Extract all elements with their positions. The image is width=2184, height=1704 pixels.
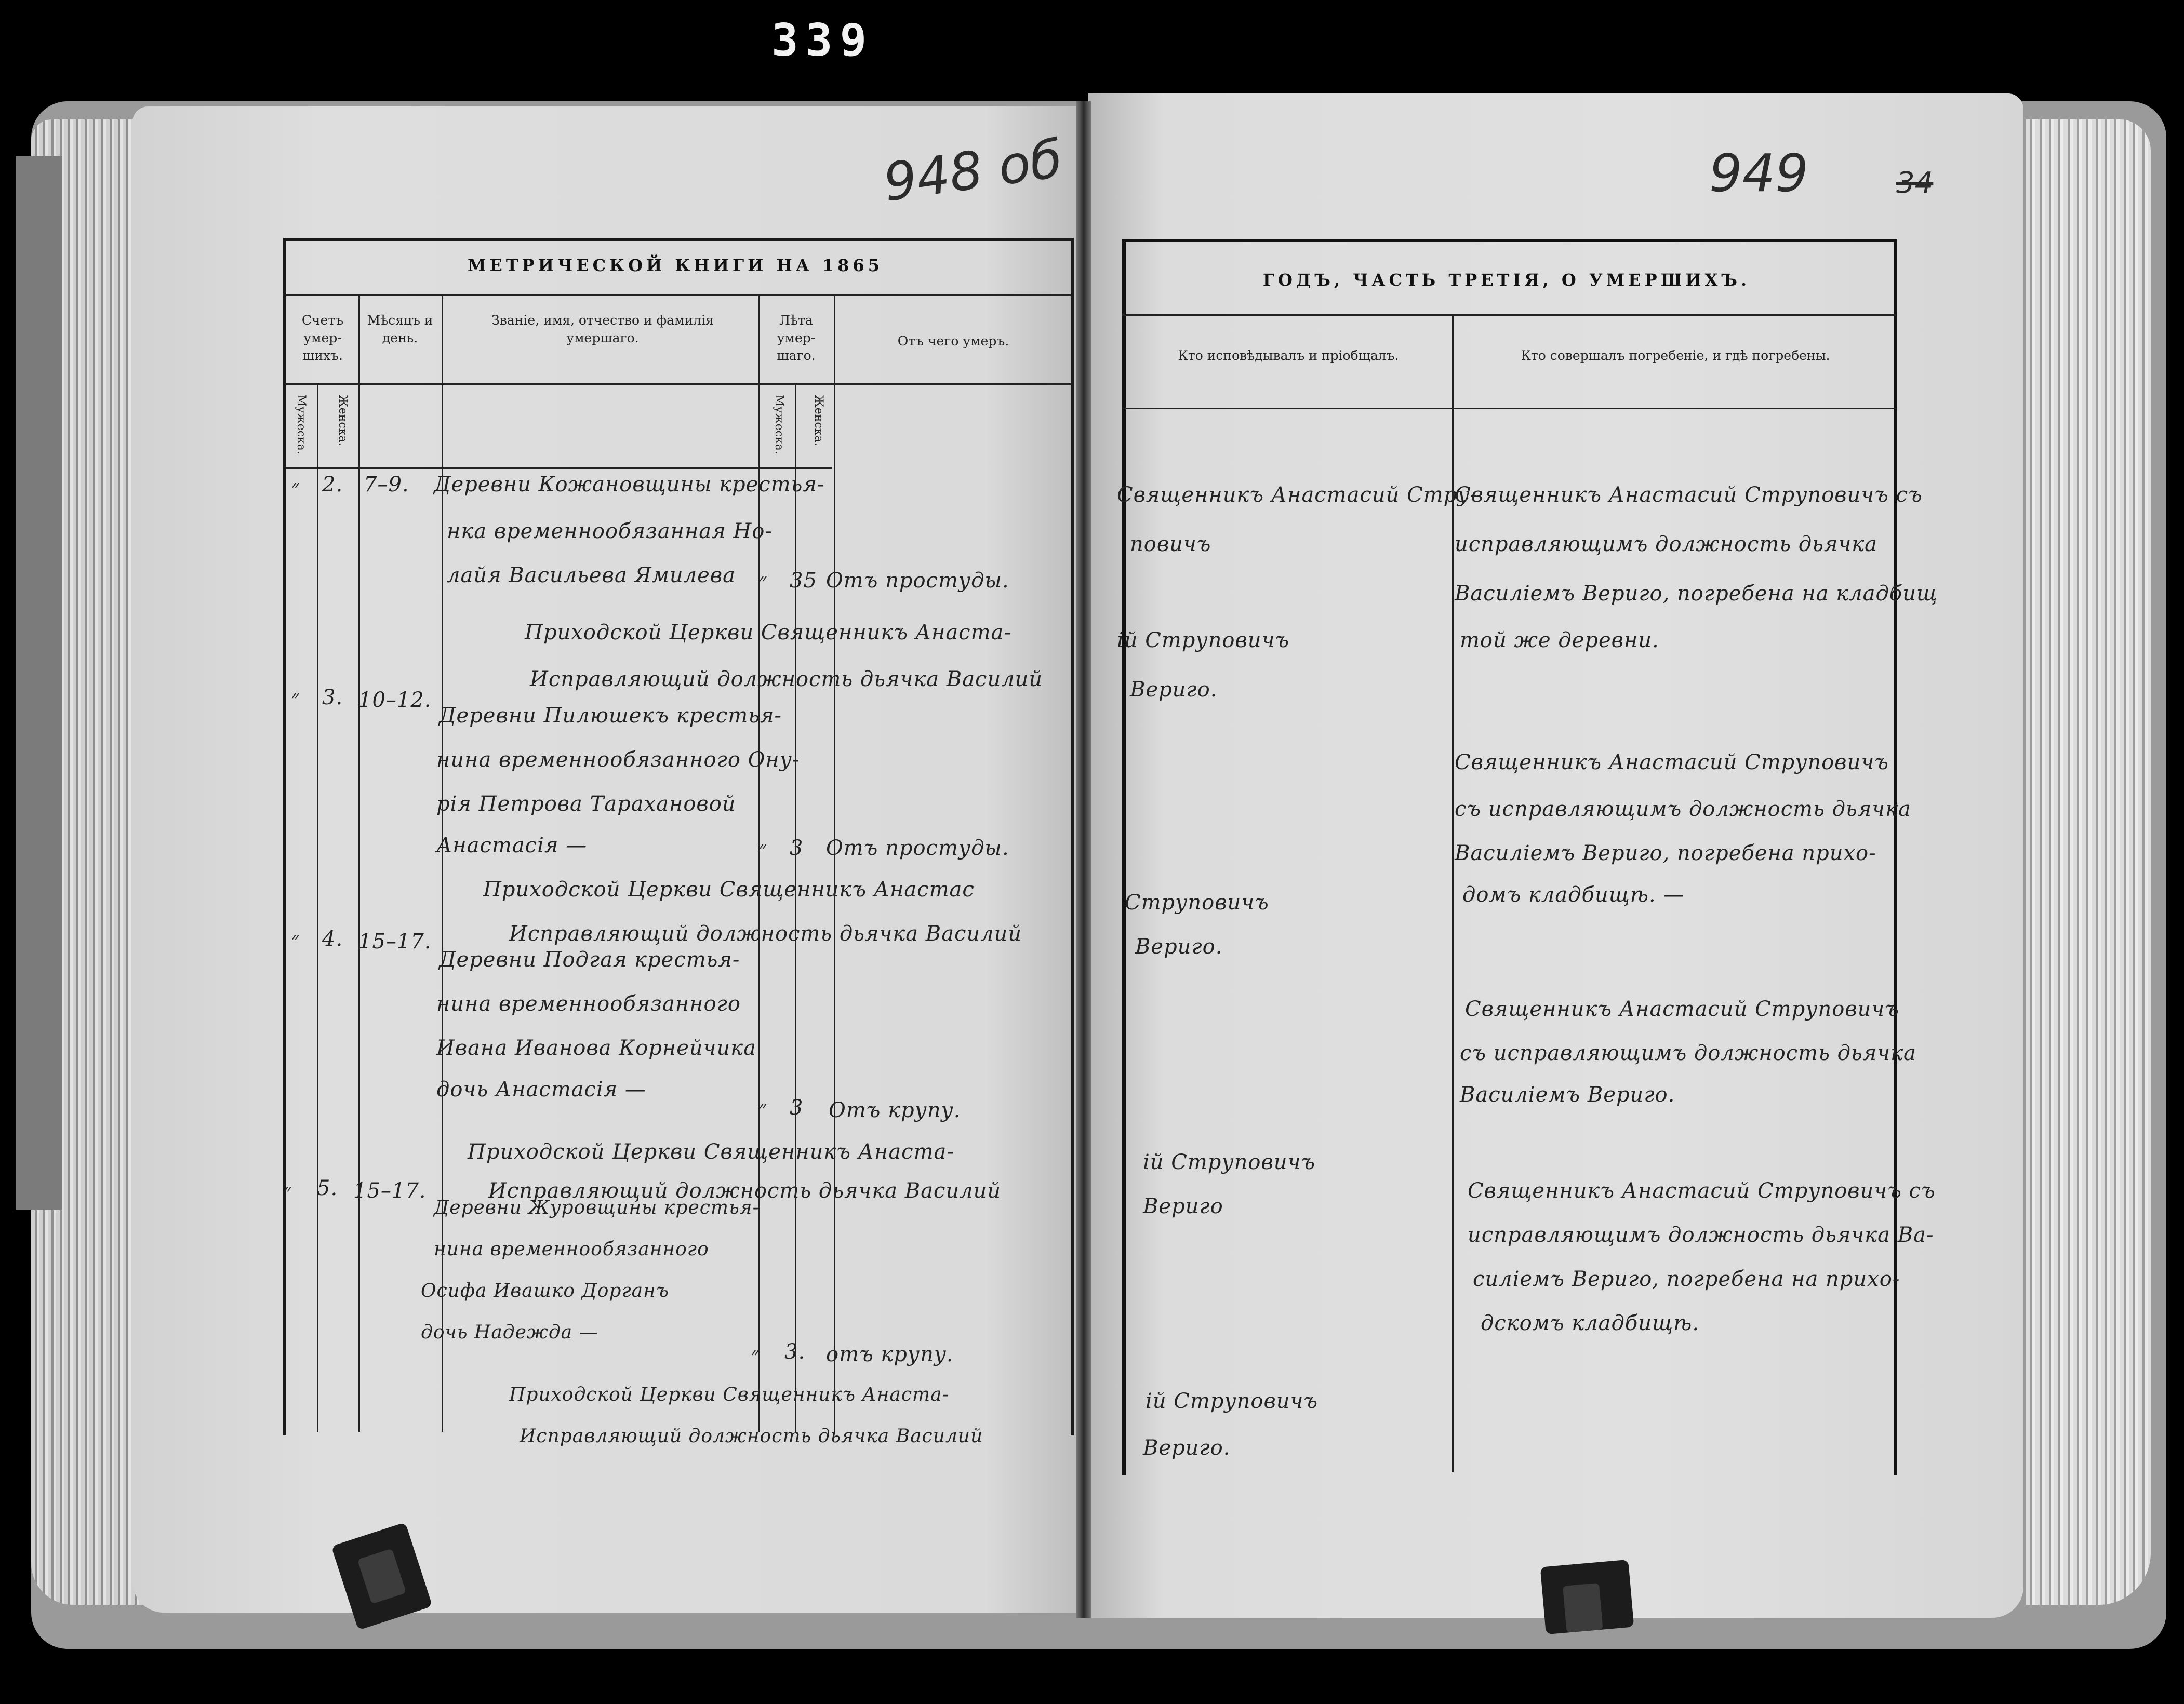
entry-female-age: 3.	[784, 1340, 806, 1364]
entry-clergy-line: Приходской Церкви Священникъ Анаста-	[509, 1384, 949, 1405]
entry-name-line: нина временнообязанного	[434, 1239, 709, 1260]
entry-name-line: нина временнообязанного Ону-	[436, 748, 800, 772]
entry-clergy-line: Исправляющий должность дьячка Василий	[509, 922, 1022, 946]
entry-clergy-line: Приходской Церкви Священникъ Анаста-	[468, 1140, 954, 1164]
burial-line: исправляющимъ должность дьячка Ва-	[1468, 1223, 1934, 1247]
entry-name-line: Анастасія —	[436, 834, 588, 857]
entry-female-count: 2.	[322, 473, 343, 497]
burial-line: Священникъ Анастасий Струповичъ съ	[1455, 483, 1923, 507]
left-page-number: 948 об	[880, 128, 1066, 213]
entry-name-line: Ивана Иванова Корнейчика	[436, 1036, 757, 1060]
entry-female-count: 3.	[322, 686, 343, 709]
entry-date: 15–17.	[353, 1179, 427, 1203]
entry-clergy-line: Исправляющий должность дьячка Василий	[520, 1426, 983, 1447]
subheader-male: Мужеска.	[295, 395, 308, 454]
burial-line: Василіемъ Вериго, погребена прихо-	[1455, 841, 1876, 865]
header-burial: Кто совершалъ погребеніе, и гдѣ погребены.	[1521, 348, 1830, 363]
entry-cause: Отъ простуды.	[826, 569, 1009, 593]
archive-number: 339	[771, 15, 874, 66]
entry-clergy-line: Приходской Церкви Священникъ Анаста-	[525, 621, 1011, 645]
burial-line: Василіемъ Вериго.	[1460, 1083, 1675, 1107]
right-page-title: ГОДЪ, ЧАСТЬ ТРЕТІЯ, О УМЕРШИХЪ.	[1262, 270, 1751, 290]
entry-date: 10–12.	[358, 688, 432, 712]
entry-clergy-line: Исправляющий должность дьячка Василий	[530, 667, 1043, 691]
entry-male-count: ״	[291, 476, 300, 500]
burial-line: Священникъ Анастасий Струповичъ	[1455, 750, 1889, 774]
header-count: Счетъ умер-шихъ.	[301, 313, 344, 363]
book-spine	[1076, 101, 1091, 1618]
left-page-title: МЕТРИЧЕСКОЙ КНИГИ НА 1865	[468, 256, 883, 275]
confessor-line: ій Струповичъ	[1117, 628, 1290, 652]
entry-male-age: ״	[751, 1343, 760, 1367]
entry-male-count: ״	[291, 928, 300, 951]
book-clip-right	[1540, 1560, 1634, 1634]
entry-cause: отъ крупу.	[826, 1343, 954, 1366]
right-page-number: 949	[1709, 143, 1808, 204]
burial-line: той же деревни.	[1460, 628, 1659, 652]
right-page-edges	[2026, 119, 2151, 1605]
entry-name-line: Осифа Ивашко Дорганъ	[421, 1280, 669, 1302]
burial-line: съ исправляющимъ должность дьячка	[1455, 797, 1911, 821]
confessor-line: повичъ	[1130, 532, 1211, 556]
burial-line: Священникъ Анастасий Струповичъ	[1465, 997, 1899, 1021]
entry-name-line: Деревни Подгая крестья-	[439, 948, 740, 972]
entry-name-line: дочь Анастасія —	[436, 1078, 646, 1102]
entry-clergy-line: Исправляющий должность дьячка Василий	[488, 1179, 1002, 1203]
burial-line: дскомъ кладбищѣ.	[1481, 1311, 1700, 1335]
entry-male-age: ״	[758, 569, 767, 593]
subheader-age-male: Мужеска.	[773, 395, 785, 454]
subheader-age-female: Женска.	[812, 395, 825, 446]
entry-date: 15–17.	[358, 930, 432, 954]
entry-female-count: 4.	[322, 927, 343, 951]
entry-female-age: 35	[790, 569, 817, 593]
entry-female-count: 5.	[317, 1176, 338, 1200]
header-month-day: Мѣсяцъ и день.	[367, 313, 433, 345]
confessor-line: Вериго.	[1130, 678, 1218, 702]
burial-line: Василіемъ Вериго, погребена на кладбищ	[1455, 582, 1938, 606]
confessor-line: Струповичъ	[1125, 891, 1269, 915]
header-confessor: Кто исповѣдывалъ и пріобщалъ.	[1178, 348, 1399, 363]
entry-name-line: нка временнообязанная Но-	[447, 519, 773, 543]
background-strip	[16, 156, 62, 1210]
burial-line: исправляющимъ должность дьячка	[1455, 532, 1878, 556]
header-name: Званіе, имя, отчество и фамилія умершаго.	[491, 313, 714, 345]
entry-clergy-line: Приходской Церкви Священникъ Анастас	[483, 878, 975, 902]
confessor-line: Священникъ Анастасий Стру-	[1117, 483, 1477, 507]
entry-name-line: Деревни Кожановщины крестья-	[434, 473, 825, 497]
burial-line: Священникъ Анастасий Струповичъ съ	[1468, 1179, 1936, 1203]
confessor-line: Вериго	[1143, 1195, 1223, 1218]
confessor-line: Вериго.	[1135, 935, 1223, 959]
confessor-line: ій Струповичъ	[1143, 1150, 1316, 1174]
burial-line: силіемъ Вериго, погребена на прихо-	[1473, 1267, 1900, 1291]
entry-male-count: ״	[283, 1179, 292, 1203]
entry-name-line: Деревни Журовщины крестья-	[434, 1197, 760, 1218]
burial-line: съ исправляющимъ должность дьячка	[1460, 1041, 1916, 1065]
entry-male-age: ״	[758, 837, 767, 861]
old-page-number: 34	[1896, 166, 1934, 200]
confessor-line: ій Струповичъ	[1146, 1389, 1319, 1413]
confessor-line: Вериго.	[1143, 1436, 1231, 1460]
burial-line: домъ кладбищѣ. —	[1462, 883, 1685, 907]
entry-name-line: лайя Васильева Ямилева	[447, 563, 736, 587]
entry-name-line: нина временнообязанного	[436, 992, 741, 1016]
header-cause: Отъ чего умеръ.	[897, 333, 1009, 348]
header-age: Лѣта умер-шаго.	[777, 313, 816, 363]
subheader-female: Женска.	[336, 395, 349, 446]
entry-date: 7–9.	[364, 473, 409, 497]
entry-name-line: Деревни Пилюшекъ крестья-	[439, 704, 782, 728]
entry-cause: Отъ простуды.	[826, 836, 1009, 860]
entry-male-age: ״	[758, 1096, 767, 1120]
entry-name-line: дочь Надежда —	[421, 1322, 598, 1343]
entry-name-line: рія Петрова Тарахановой	[436, 792, 736, 816]
entry-cause: Отъ крупу.	[829, 1098, 961, 1122]
entry-female-age: 3	[790, 1096, 804, 1120]
entry-female-age: 3	[790, 836, 804, 860]
entry-male-count: ״	[291, 686, 300, 710]
